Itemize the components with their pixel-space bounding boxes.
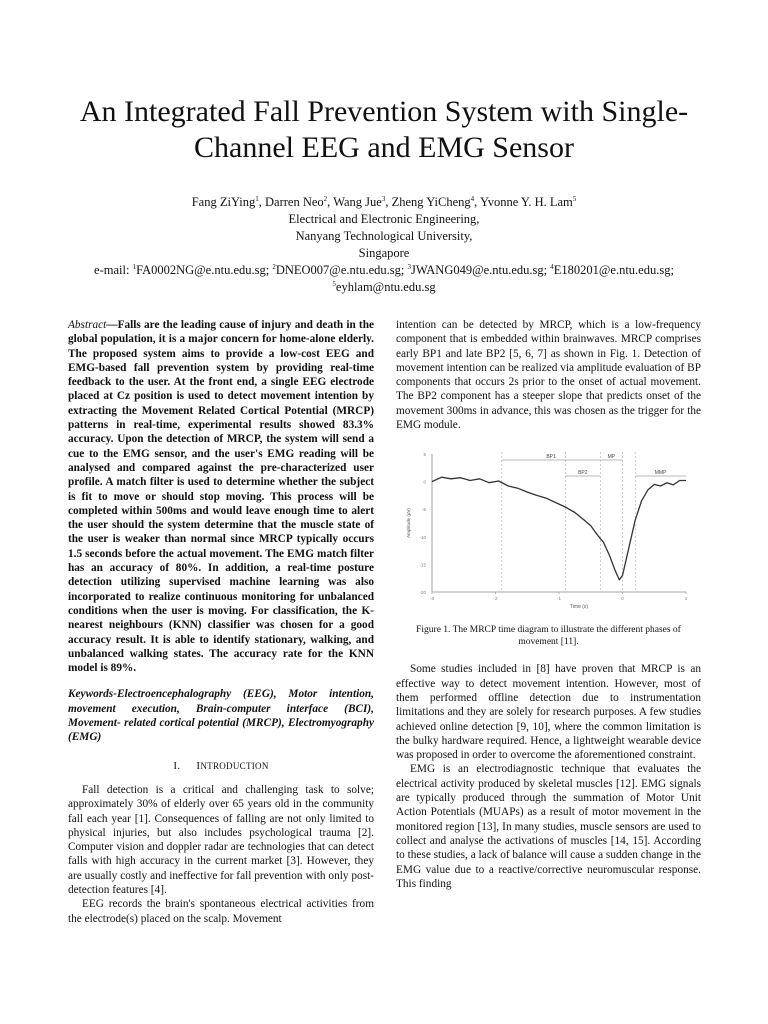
email-address: FA0002NG@e.ntu.edu.sg; — [136, 263, 270, 277]
section-title-rest: NTRODUCTION — [200, 760, 269, 771]
paper-title — [40, 94, 728, 166]
y-tick-label: 5 — [423, 452, 426, 458]
email-address: DNEO007@e.ntu.edu.sg; — [275, 263, 405, 277]
y-tick-label: -5 — [421, 507, 426, 513]
paragraph: EEG records the brain's spontaneous electrical activities from the electrode(s) placed on the scalp. Movement — [68, 898, 374, 925]
affiliation-line: Singapore — [358, 246, 410, 260]
right-paragraphs — [396, 662, 701, 891]
paragraph: Some studies included in [8] have proven that MRCP is an effective way to detect movement intention. However, most of them performed offline detection due to instrumentation limitations and they are solely for research purposes. A few studies achieved online detection [9, 10], where the common limitation is the bulky hardware required. Hence, a lightweight wearable device was proposed in order to overcome the aforementioned constraint. — [396, 663, 701, 762]
figure-caption: Figure 1. The MRCP time diagram to illustrate the different phases of movement [11]. — [416, 625, 681, 648]
y-tick-label: -20 — [419, 590, 426, 596]
email-line-last — [40, 279, 728, 296]
x-tick-label: 1 — [684, 596, 688, 602]
email-sup: 3 — [407, 262, 411, 271]
left-column — [68, 318, 374, 926]
email-address: eyhlam@ntu.edu.sg — [335, 280, 436, 294]
bp1-label: BP1 — [546, 454, 556, 461]
author-name: Yvonne Y. H. Lam — [479, 195, 573, 209]
figure-1 — [396, 442, 701, 622]
paragraph: EMG is an electrodiagnostic technique that evaluates the electrical activity produced by skeletal muscles [12]. EMG signals are typically produced through the summation of Motor Unit Action Potentials (MUAPs) as a result of motor movement in the monitored region [13], In many studies, muscle sensors are used to collect and analyse the activations of muscles [14, 15]. According to these studies, a lack of balance will cause a sudden change in the EMG value due to a reactive/corrective neuromuscular response. This finding — [396, 763, 701, 890]
email-sup: 1 — [132, 262, 137, 271]
bp2-label: BP2 — [578, 470, 588, 477]
mrcp-chart — [396, 442, 701, 622]
x-tick-label: -3 — [429, 596, 435, 602]
x-tick-label: 0 — [621, 596, 624, 602]
abstract — [68, 318, 374, 675]
y-tick-label: -15 — [419, 562, 426, 568]
author-block — [40, 194, 728, 296]
author-name: Zheng YiCheng — [391, 195, 471, 209]
author-name: Fang ZiYing — [191, 195, 256, 209]
email-address: JWANG049@e.ntu.edu.sg; — [410, 263, 548, 277]
section-heading — [68, 759, 374, 773]
abstract-text: —Falls are the leading cause of injury and death in the global population, it is a major concern for home-alone elderly. The proposed system aims to provide a low-cost EEG and EMG-based fall prevention system by providing real-time feedback to the user. At the front end, a single EEG electrode placed at Cz position is used to detect movement intention by extracting the Movement Related Cortical Potential (MRCP) patterns in real-time, experimental results showed 83.3% accuracy. Upon the detection of MRCP, the system will send a cue to the EMG sensor, and the user's EMG reading will be analysed and compared against the pre-characterized user profile. A match filter is used to determine whether the subject is fit to move or should stop moving. This process will be completed within 500ms and would leave enough time to alert the user should the system determine that the muscle state of the user is weaker than normal since MRCP typically occurs 1.5 seconds before the actual movement. The EMG match filter has an accuracy of 80%. In addition, a real-time posture detection utilizing supervised machine learning was also incorporated to realize continuous monitoring for unbalanced conditions when the user is moving. For classification, the K-nearest neighbours (KNN) classifier was chosen for a good accuracy result. It is able to identify stationary, walking, and unbalanced walking states. The accuracy rate for the KNN model is 89%. — [68, 319, 374, 675]
mp-label: MP — [607, 454, 616, 461]
email-line — [40, 262, 728, 279]
author-sup: 2 — [323, 194, 328, 203]
abstract-lead: Abstract — [68, 319, 107, 331]
author-name: Wang Jue — [333, 195, 382, 209]
paragraph: intention can be detected by MRCP, which is a low-frequency component that is embedded within brainwaves. MRCP comprises early BP1 and late BP2 [5, 6, 7] as shown in Fig. 1. Detection of movement intention can be realized via amplitude evaluation of BP components that occurs 2s prior to the onset of actual movement. The BP2 component has a steeper slope that predicts onset of the movement 300ms in advance, this was chosen as the trigger for the EMG module. — [396, 319, 701, 432]
author-list: Fang ZiYing$^1$, Darren Neo$^2$, Wang Jue$^3$, Zheng YiCheng$^4$, Yvonne Y. H. Lam$^5$ — [191, 194, 577, 209]
title-line-2: Channel EEG and EMG Sensor — [194, 131, 574, 164]
email-prefix: e-mail: — [94, 263, 133, 277]
author-sup: 3 — [381, 194, 386, 203]
section-title-initial: I — [196, 759, 201, 772]
email-sup: 4 — [550, 262, 554, 271]
author-sup: 5 — [572, 194, 577, 203]
affiliation-line: Nanyang Technological University, — [295, 229, 473, 243]
right-column — [396, 318, 701, 891]
email-sup: 2 — [272, 262, 276, 271]
y-axis-label: Amplitude (μV) — [406, 508, 411, 539]
author-sup: 1 — [255, 194, 259, 203]
y-tick-label: 0 — [423, 479, 426, 485]
author-name: Darren Neo — [265, 195, 324, 209]
title-line-1: An Integrated Fall Prevention System with Single- — [79, 95, 689, 128]
affiliation-line: Electrical and Electronic Engineering, — [288, 212, 480, 226]
author-sup: 4 — [470, 194, 475, 203]
x-tick-label: -2 — [493, 596, 498, 602]
x-tick-label: -1 — [556, 596, 562, 602]
x-axis-label: Time (s) — [569, 604, 589, 611]
mrcp-series-line — [432, 478, 686, 581]
mmp-label: MMP — [654, 470, 667, 477]
paragraph: Fall detection is a critical and challenging task to solve; approximately 30% of elderly over 65 years old in the community fall each year [1]. Consequences of falling are not only limited to physical injuries, but also includes psychological trauma [2]. Computer vision and doppler radar are technologies that can detect falls with high accuracy in the current market [3]. However, they are usually costly and ineffective for fall prevention with only post-detection features [4]. — [68, 783, 374, 896]
section-number: I. — [173, 759, 181, 772]
y-tick-label: -10 — [419, 535, 426, 541]
email-address: E180201@e.ntu.edu.sg; — [553, 263, 674, 277]
email-sup: 5 — [332, 279, 336, 288]
keywords: Keywords-Electroencephalography (EEG), Motor intention, movement execution, Brain-computer interface (BCI), Movement- related cortical potential (MRCP), Electromyography (EMG) — [68, 688, 374, 744]
